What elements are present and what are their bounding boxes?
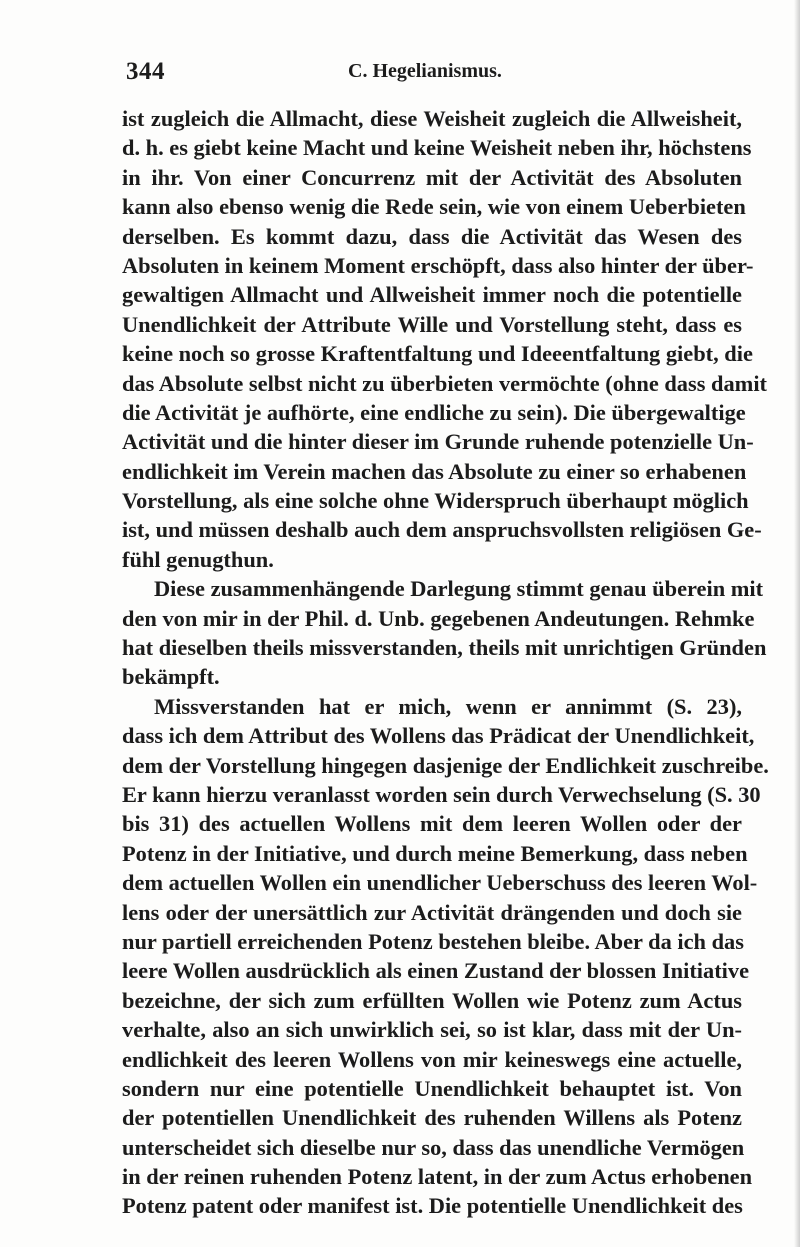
text-line: gewaltigen Allmacht und Allweisheit immer noch die potentielle <box>122 282 742 308</box>
text-line: bis 31) des actuellen Wollens mit dem leeren Wollen oder der <box>122 811 742 837</box>
text-line: den von mir in der Phil. d. Unb. gegebenen Andeutungen. Rehmke <box>122 605 755 631</box>
text-line: Er kann hierzu veranlasst worden sein durch Verwechselung (S. 30 <box>122 781 761 807</box>
text-line: dem der Vorstellung hingegen dasjenige der Endlichkeit zuschreibe. <box>122 752 769 778</box>
text-line: endlichkeit im Verein machen das Absolute zu einer so erhabenen <box>122 458 747 484</box>
text-line: endlichkeit des leeren Wollens von mir keineswegs eine actuelle, <box>122 1046 742 1072</box>
text-line: Unendlichkeit der Attribute Wille und Vorstellung steht, dass es <box>122 311 742 337</box>
text-line: ist, und müssen deshalb auch dem anspruchsvollsten religiösen Ge- <box>122 517 762 543</box>
body-text <box>122 104 769 1221</box>
text-line: hat dieselben theils missverstanden, theils mit unrichtigen Gründen <box>122 635 767 661</box>
text-line: derselben. Es kommt dazu, dass die Activität das Wesen des <box>122 223 742 249</box>
text-line: sondern nur eine potentielle Unendlichkeit behauptet ist. Von <box>122 1075 742 1101</box>
text-line: d. h. es giebt keine Macht und keine Weisheit neben ihr, höchstens <box>122 135 752 161</box>
text-line: leere Wollen ausdrücklich als einen Zustand der blossen Initiative <box>122 958 750 984</box>
text-line: Absoluten in keinem Moment erschöpft, dass also hinter der über- <box>122 252 754 278</box>
text-line: fühl genugthun. <box>122 546 274 572</box>
text-line: lens oder der unersättlich zur Activität drängenden und doch sie <box>122 899 742 925</box>
text-line: verhalte, also an sich unwirklich sei, so ist klar, dass mit der Un- <box>122 1017 742 1043</box>
text-line: Missverstanden hat er mich, wenn er annimmt (S. 23), <box>154 693 742 719</box>
page-header <box>126 58 726 88</box>
page-number: 344 <box>126 58 165 85</box>
text-line: Diese zusammenhängende Darlegung stimmt genau überein mit <box>154 576 764 602</box>
text-line: kann also ebenso wenig die Rede sein, wie von einem Ueberbieten <box>122 194 746 220</box>
text-line: bekämpft. <box>122 664 220 690</box>
text-line: dass ich dem Attribut des Wollens das Prädicat der Unendlichkeit, <box>122 723 755 749</box>
running-head: C. Hegelianismus. <box>348 60 502 82</box>
text-line: Vorstellung, als eine solche ohne Widerspruch überhaupt möglich <box>122 488 749 514</box>
text-line: Potenz in der Initiative, und durch meine Bemerkung, dass neben <box>122 840 748 866</box>
page-edge-shadow <box>794 0 800 1247</box>
text-line: bezeichne, der sich zum erfüllten Wollen wie Potenz zum Actus <box>122 987 742 1013</box>
text-line: dem actuellen Wollen ein unendlicher Ueberschuss des leeren Wol- <box>122 870 758 896</box>
text-line: in ihr. Von einer Concurrenz mit der Activität des Absoluten <box>122 164 742 190</box>
text-line: das Absolute selbst nicht zu überbieten vermöchte (ohne dass damit <box>122 370 767 396</box>
text-line: unterscheidet sich dieselbe nur so, dass das unendliche Vermögen <box>122 1134 745 1160</box>
text-line: Potenz patent oder manifest ist. Die potentielle Unendlichkeit des <box>122 1193 743 1219</box>
text-line: nur partiell erreichenden Potenz bestehen bleibe. Aber da ich das <box>122 928 744 954</box>
text-line: keine noch so grosse Kraftentfaltung und Ideeentfaltung giebt, die <box>122 341 753 367</box>
text-line: die Activität je aufhörte, eine endliche zu sein). Die übergewaltige <box>122 399 746 425</box>
text-line: ist zugleich die Allmacht, diese Weisheit zugleich die Allweisheit, <box>122 106 742 131</box>
text-line: in der reinen ruhenden Potenz latent, in der zum Actus erhobenen <box>122 1164 753 1190</box>
text-line: der potentiellen Unendlichkeit des ruhenden Willens als Potenz <box>122 1105 742 1131</box>
text-line: Activität und die hinter dieser im Grunde ruhende potenzielle Un- <box>122 429 754 455</box>
